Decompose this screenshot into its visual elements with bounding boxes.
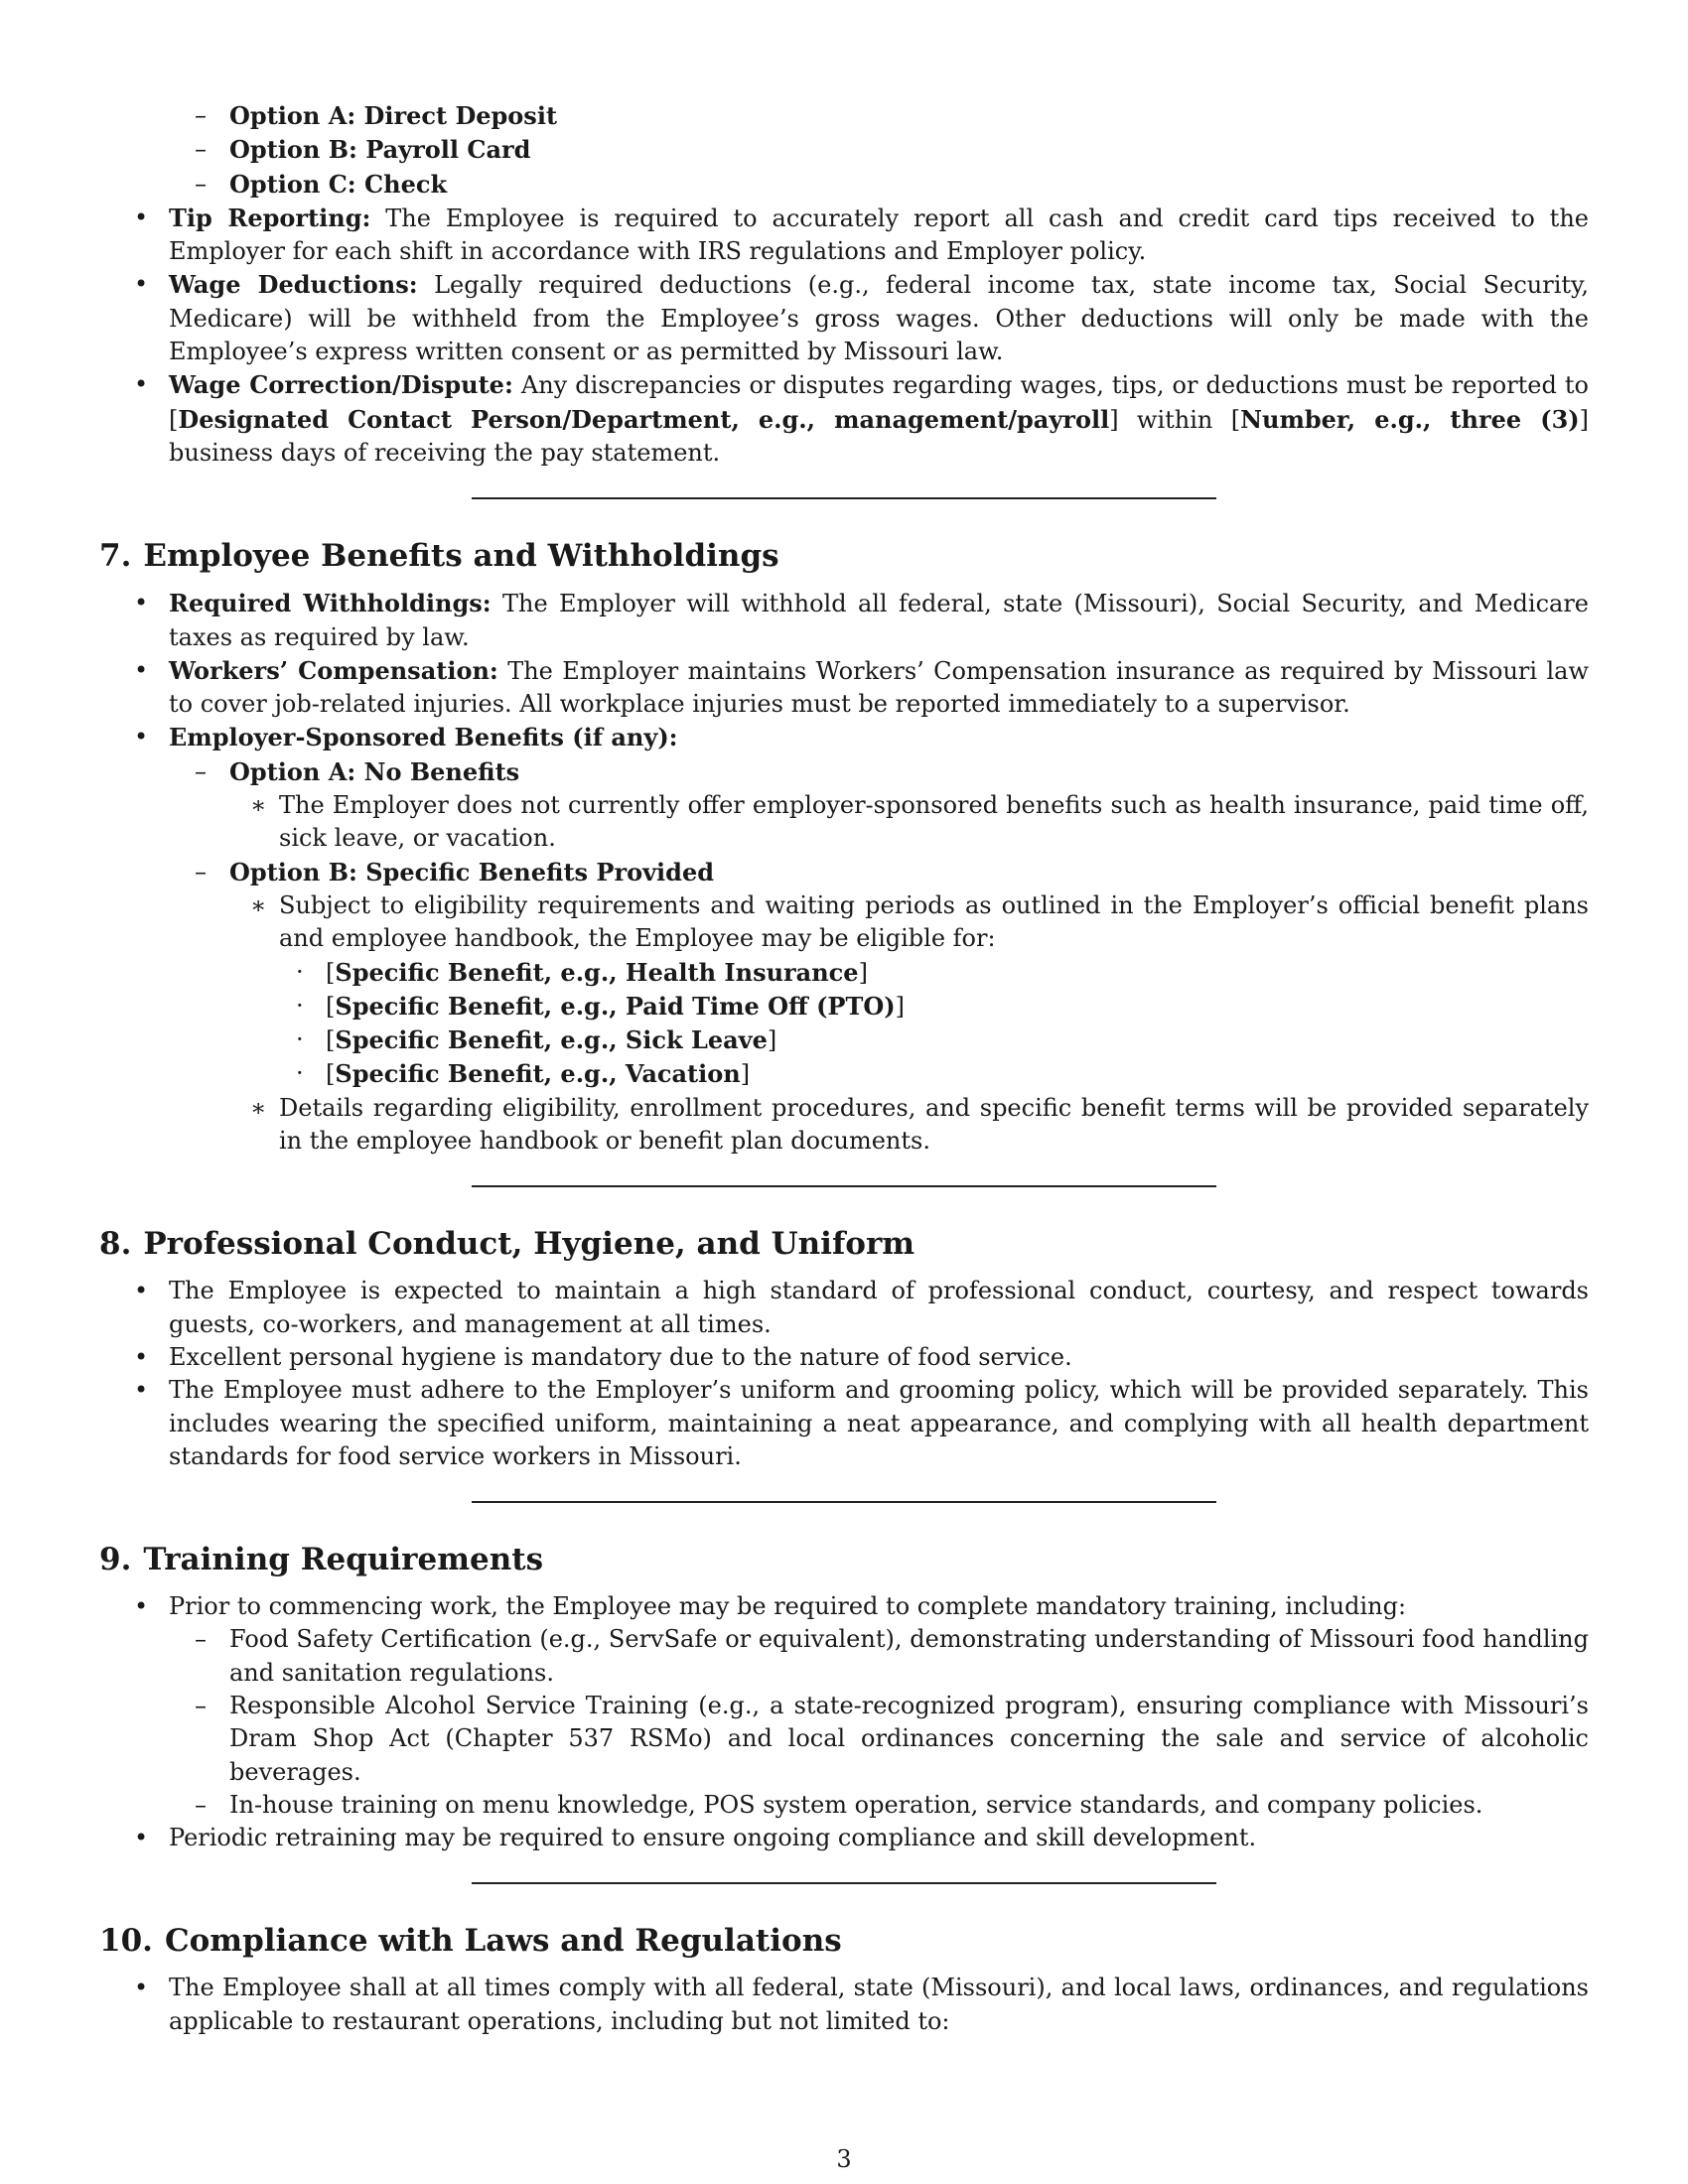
section-7-list xyxy=(99,587,1589,1158)
section-10-heading: 10. Compliance with Laws and Regulations xyxy=(99,1923,842,1960)
benefit-item: · [Specific Benefit, e.g., Sick Leave] xyxy=(296,1025,777,1055)
payment-option-a: – Option A: Direct Deposit xyxy=(195,101,558,130)
training-in-house: – In-house training on menu knowledge, POS system operation, service standards, and company policies. xyxy=(195,1790,1483,1819)
uniform-item: • The Employee must adhere to the Employer’s uniform and grooming policy, which will be provided separately. This includes wearing the specified uniform, maintaining a neat appearance, and complying with all health department standards for food service workers in Missouri. xyxy=(134,1376,1589,1470)
benefits-option-a-text: ∗ The Employer does not currently offer employer-sponsored benefits such as health insurance, paid time off, sick leave, or vacation. xyxy=(250,791,1589,853)
section-7-heading: 7. Employee Benefits and Withholdings xyxy=(99,538,779,575)
section-divider xyxy=(472,1185,1216,1187)
hygiene-item: • Excellent personal hygiene is mandatory due to the nature of food service. xyxy=(134,1342,1072,1371)
benefits-option-b: – Option B: Specific Benefits Provided xyxy=(195,857,715,887)
section-8-heading: 8. Professional Conduct, Hygiene, and Uniform xyxy=(99,1226,915,1263)
training-food-safety: – Food Safety Certification (e.g., ServSafe or equivalent), demonstrating understanding of Missouri food handling and sanitation regulations. xyxy=(195,1625,1589,1687)
payment-option-c: – Option C: Check xyxy=(195,169,448,199)
benefits-option-b-text: ∗ Subject to eligibility requirements and waiting periods as outlined in the Employer’s official benefit plans and employee handbook, the Employee may be eligible for: xyxy=(250,890,1589,953)
withholdings-item: • Required Withholdings: The Employer will withhold all federal, state (Missouri), Social Security, and Medicare taxes as required by law. xyxy=(134,589,1589,651)
document-page xyxy=(99,99,1589,2038)
workers-comp-item: • Workers’ Compensation: The Employer maintains Workers’ Compensation insurance as required by Missouri law to cover job-related injuries. All workplace injuries must be reported immediately to a supervisor. xyxy=(134,655,1590,719)
benefits-option-a: – Option A: No Benefits xyxy=(195,756,520,786)
section-divider xyxy=(472,1501,1216,1503)
benefits-details-text: ∗ Details regarding eligibility, enrollment procedures, and specific benefit terms will be provided separately in the employee handbook or benefit plan documents. xyxy=(250,1093,1589,1156)
conduct-item: • The Employee is expected to maintain a high standard of professional conduct, courtesy, and respect towards guests, co-workers, and management at all times. xyxy=(134,1277,1589,1338)
section-8-list xyxy=(99,1275,1589,1473)
section-10-list xyxy=(99,1972,1589,2038)
payment-option-b: – Option B: Payroll Card xyxy=(195,135,531,165)
wage-dispute-item: • Wage Correction/Dispute: Any discrepancies or disputes regarding wages, tips, or deductions must be reported to [Designated Contact Person/Department, e.g., management/payroll] within [Number, e.g., three (3)] business days of receiving the pay statement. xyxy=(134,370,1589,467)
sponsored-benefits-item: • Employer-Sponsored Benefits (if any): xyxy=(134,723,678,752)
wage-deductions-item: • Wage Deductions: Legally required deductions (e.g., federal income tax, state income tax, Social Security, Medicare) will be withheld from the Employee’s gross wages. Other deductions will only be made with the Employee’s express written consent or as permitted by Missouri law. xyxy=(134,270,1590,366)
page-number: 3 xyxy=(836,2145,852,2173)
tip-reporting-item: • Tip Reporting: The Employee is required to accurately report all cash and credit card tips received to the Employer for each shift in accordance with IRS regulations and Employer policy. xyxy=(134,203,1589,266)
section-6-continued xyxy=(99,99,1589,470)
compliance-item: • The Employee shall at all times comply with all federal, state (Missouri), and local laws, ordinances, and regulations applicable to restaurant operations, including but not limited to: xyxy=(134,1974,1589,2035)
retraining-item: • Periodic retraining may be required to ensure ongoing compliance and skill development. xyxy=(134,1824,1257,1852)
benefit-item: · [Specific Benefit, e.g., Health Insurance] xyxy=(296,957,868,987)
section-divider xyxy=(472,1882,1216,1884)
benefit-item: · [Specific Benefit, e.g., Vacation] xyxy=(296,1059,751,1089)
training-intro-item: • Prior to commencing work, the Employee may be required to complete mandatory training, including: xyxy=(134,1592,1407,1621)
section-9-list xyxy=(99,1590,1589,1854)
section-9-heading: 9. Training Requirements xyxy=(99,1542,544,1578)
training-alcohol-service: – Responsible Alcohol Service Training (e.g., a state-recognized program), ensuring compliance with Missouri’s Dram Shop Act (Chapter 537 RSMo) and local ordinances concerning the sale and service of alcoholic beverages. xyxy=(195,1691,1589,1786)
benefit-item: · [Specific Benefit, e.g., Paid Time Off (PTO)] xyxy=(296,991,905,1021)
section-divider xyxy=(472,497,1216,499)
